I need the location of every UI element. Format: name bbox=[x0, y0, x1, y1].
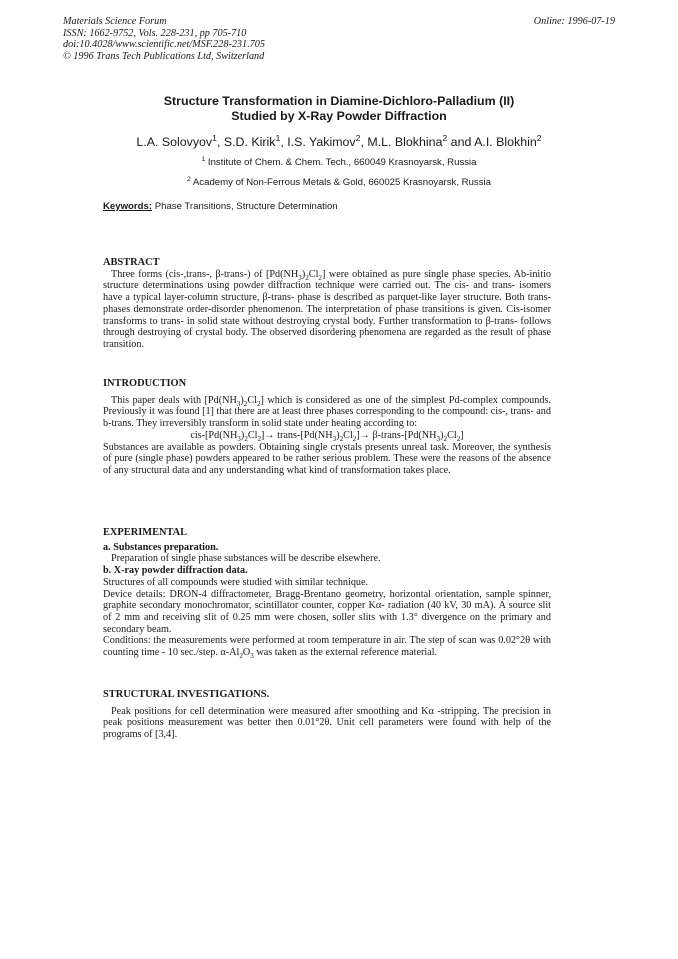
abstract-section bbox=[103, 257, 551, 351]
experimental-heading: EXPERIMENTAL bbox=[103, 527, 188, 538]
author-affiliation-mark: 2 bbox=[536, 132, 542, 143]
abstract-text: Cl bbox=[308, 268, 319, 280]
abstract-text: ) bbox=[301, 268, 306, 280]
author-list bbox=[0, 132, 678, 149]
equation-text: ]→ trans-[Pd(NH bbox=[261, 429, 333, 441]
abstract-text: ] were obtained as pure single phase species. Ab-initio structure determinations using powder diffraction technique were carried out. The cis- and trans- isomers have a typical layer-column structure, β-trans- phase is described as parquet-like layer structure. Both trans- phases demonstrate order-disorder phenomenon. The interpretation of phase transitions is given. Cis-isomer transforms to trans- in solid state without destroying crystal body. Further transformation to β-trans- follows through destroying of crystal body. The observed disordering phenomena are regarded as the result of phase transition. bbox=[103, 268, 551, 350]
affiliation-text: Institute of Chem. & Chem. Tech., 660049 Krasnoyarsk, Russia bbox=[207, 157, 477, 168]
author-affiliation-mark: 1 bbox=[275, 132, 281, 143]
keywords-line bbox=[103, 201, 338, 212]
structural-paragraph: Peak positions for cell determination were measured after smoothing and Kα -stripping. The precision in peak positions measurement was better then 0.01°2θ. Unit cell parameters were found with help of the programs of [3,4]. bbox=[103, 705, 551, 741]
journal-header bbox=[63, 16, 265, 62]
keywords-label: Keywords: bbox=[103, 201, 153, 212]
affiliation-number: 1 bbox=[201, 155, 206, 163]
subscript: 3 bbox=[436, 434, 441, 443]
intro-text: This paper deals with [Pd(NH bbox=[111, 394, 237, 406]
introduction-heading: INTRODUCTION bbox=[103, 378, 187, 389]
xray-text: O bbox=[242, 647, 251, 659]
substances-text: Preparation of single phase substances will be describe elsewhere. bbox=[111, 553, 381, 565]
subscript: 2 bbox=[318, 273, 322, 282]
author-separator: , bbox=[360, 135, 368, 149]
equation-text: Cl bbox=[447, 429, 457, 441]
author-name: S.D. Kirik bbox=[223, 135, 276, 149]
paper-title bbox=[0, 94, 678, 124]
equation-text: ) bbox=[440, 429, 444, 441]
doi-line[interactable]: doi:10.4028/www.scientific.net/MSF.228-231.705 bbox=[63, 39, 265, 51]
intro-text: ] which is considered as one of the simplest Pd-complex compounds. Previously it was found [1] that there are at least three phases corresponding to the compound: cis-, trans- and b-trans. They irreversibly transform in solid state under heating according to: bbox=[103, 394, 551, 430]
subscript: 2 bbox=[256, 399, 261, 408]
abstract-paragraph bbox=[103, 269, 551, 351]
intro-text: Cl bbox=[247, 394, 257, 406]
author-affiliation-mark: 2 bbox=[355, 132, 361, 143]
subscript: 2 bbox=[239, 652, 243, 661]
affiliation-number: 2 bbox=[187, 175, 191, 183]
structural-section bbox=[103, 689, 551, 741]
equation-text: cis-[Pd(NH bbox=[190, 429, 238, 441]
substances-subheading: a. Substances preparation. bbox=[103, 541, 219, 553]
subscript: 2 bbox=[257, 434, 262, 443]
author-affiliation-mark: 1 bbox=[212, 132, 217, 143]
author-separator: and bbox=[447, 135, 475, 149]
transformation-equation bbox=[103, 430, 551, 442]
subscript: 2 bbox=[456, 434, 461, 443]
equation-text: Cl bbox=[343, 429, 353, 441]
author-name: M.L. Blokhina bbox=[367, 135, 443, 149]
equation-text: ) bbox=[336, 429, 340, 441]
structural-heading: STRUCTURAL INVESTIGATIONS. bbox=[103, 689, 270, 700]
introduction-paragraph bbox=[103, 395, 551, 430]
issn-line: ISSN: 1662-9752, Vols. 228-231, pp 705-710 bbox=[63, 27, 247, 39]
title-line-1: Structure Transformation in Diamine-Dichloro-Palladium (II) bbox=[163, 94, 515, 108]
abstract-heading: ABSTRACT bbox=[103, 257, 160, 268]
introduction-paragraph-2: Substances are available as powders. Obtaining single crystals presents unreal task. Moreover, the synthesis of pure (single phase) powders appeared to be rather serious problem. These were the reasons of the absence of any structural data and any understanding what kind of transformation takes place. bbox=[103, 441, 551, 476]
xray-text-3 bbox=[103, 635, 551, 661]
author-name: I.S. Yakimov bbox=[287, 135, 356, 149]
subscript: 2 bbox=[305, 273, 309, 282]
author-name: A.I. Blokhin bbox=[474, 135, 537, 149]
subscript: 3 bbox=[298, 273, 302, 282]
subscript: 3 bbox=[332, 434, 337, 443]
intro-text: ) bbox=[240, 394, 244, 406]
journal-name: Materials Science Forum bbox=[63, 16, 167, 27]
title-line-2: Studied by X-Ray Powder Diffraction bbox=[231, 109, 447, 123]
abstract-text: Three forms (cis-,trans-, β-trans-) of [Pd(NH bbox=[111, 268, 299, 280]
keywords-text: Phase Transitions, Structure Determination bbox=[154, 201, 338, 212]
subscript: 2 bbox=[339, 434, 344, 443]
affiliation-1 bbox=[0, 157, 678, 168]
equation-text: ) bbox=[240, 429, 245, 441]
author-separator: , bbox=[216, 135, 224, 149]
introduction-section bbox=[103, 378, 551, 477]
subscript: 3 bbox=[237, 434, 241, 443]
affiliation-text: Academy of Non-Ferrous Metals & Gold, 660025 Krasnoyarsk, Russia bbox=[192, 177, 491, 188]
subscript: 2 bbox=[352, 434, 357, 443]
subscript: 2 bbox=[244, 434, 248, 443]
equation-text: ]→ β-trans-[Pd(NH bbox=[356, 429, 437, 441]
xray-subheading: b. X-ray powder diffraction data. bbox=[103, 565, 248, 577]
online-date: Online: 1996-07-19 bbox=[533, 16, 615, 27]
xray-text-2: Device details: DRON-4 diffractometer, Bragg-Brentano geometry, horizontal orientation, sample spinner, graphite secondary monochromator, scintillator counter, copper Kα- radiation (40 kV, 30 mA). A source slit of 2 mm and receiving slit of 0.25 mm were chosen, soller slits with 1.3° divergence on the primary and secondary beam. bbox=[103, 588, 551, 635]
xray-text-1: Structures of all compounds were studied with similar technique. bbox=[103, 576, 369, 588]
xray-text: Conditions: the measurements were performed at room temperature in air. The step of scan was 0.02°2θ with counting time - 10 sec./step. α-Al bbox=[103, 635, 551, 659]
equation-text: ] bbox=[460, 429, 464, 441]
subscript: 3 bbox=[236, 399, 241, 408]
xray-text: was taken as the external reference material. bbox=[253, 647, 438, 659]
author-affiliation-mark: 2 bbox=[442, 132, 448, 143]
subscript: 2 bbox=[443, 434, 448, 443]
copyright-line: © 1996 Trans Tech Publications Ltd, Switzerland bbox=[63, 50, 265, 62]
subscript: 2 bbox=[243, 399, 248, 408]
experimental-section bbox=[103, 527, 551, 659]
author-separator: , bbox=[280, 135, 288, 149]
author-name: L.A. Solovyov bbox=[136, 135, 213, 149]
affiliation-2 bbox=[0, 177, 678, 188]
subscript: 3 bbox=[250, 652, 254, 661]
equation-text: Cl bbox=[247, 429, 258, 441]
